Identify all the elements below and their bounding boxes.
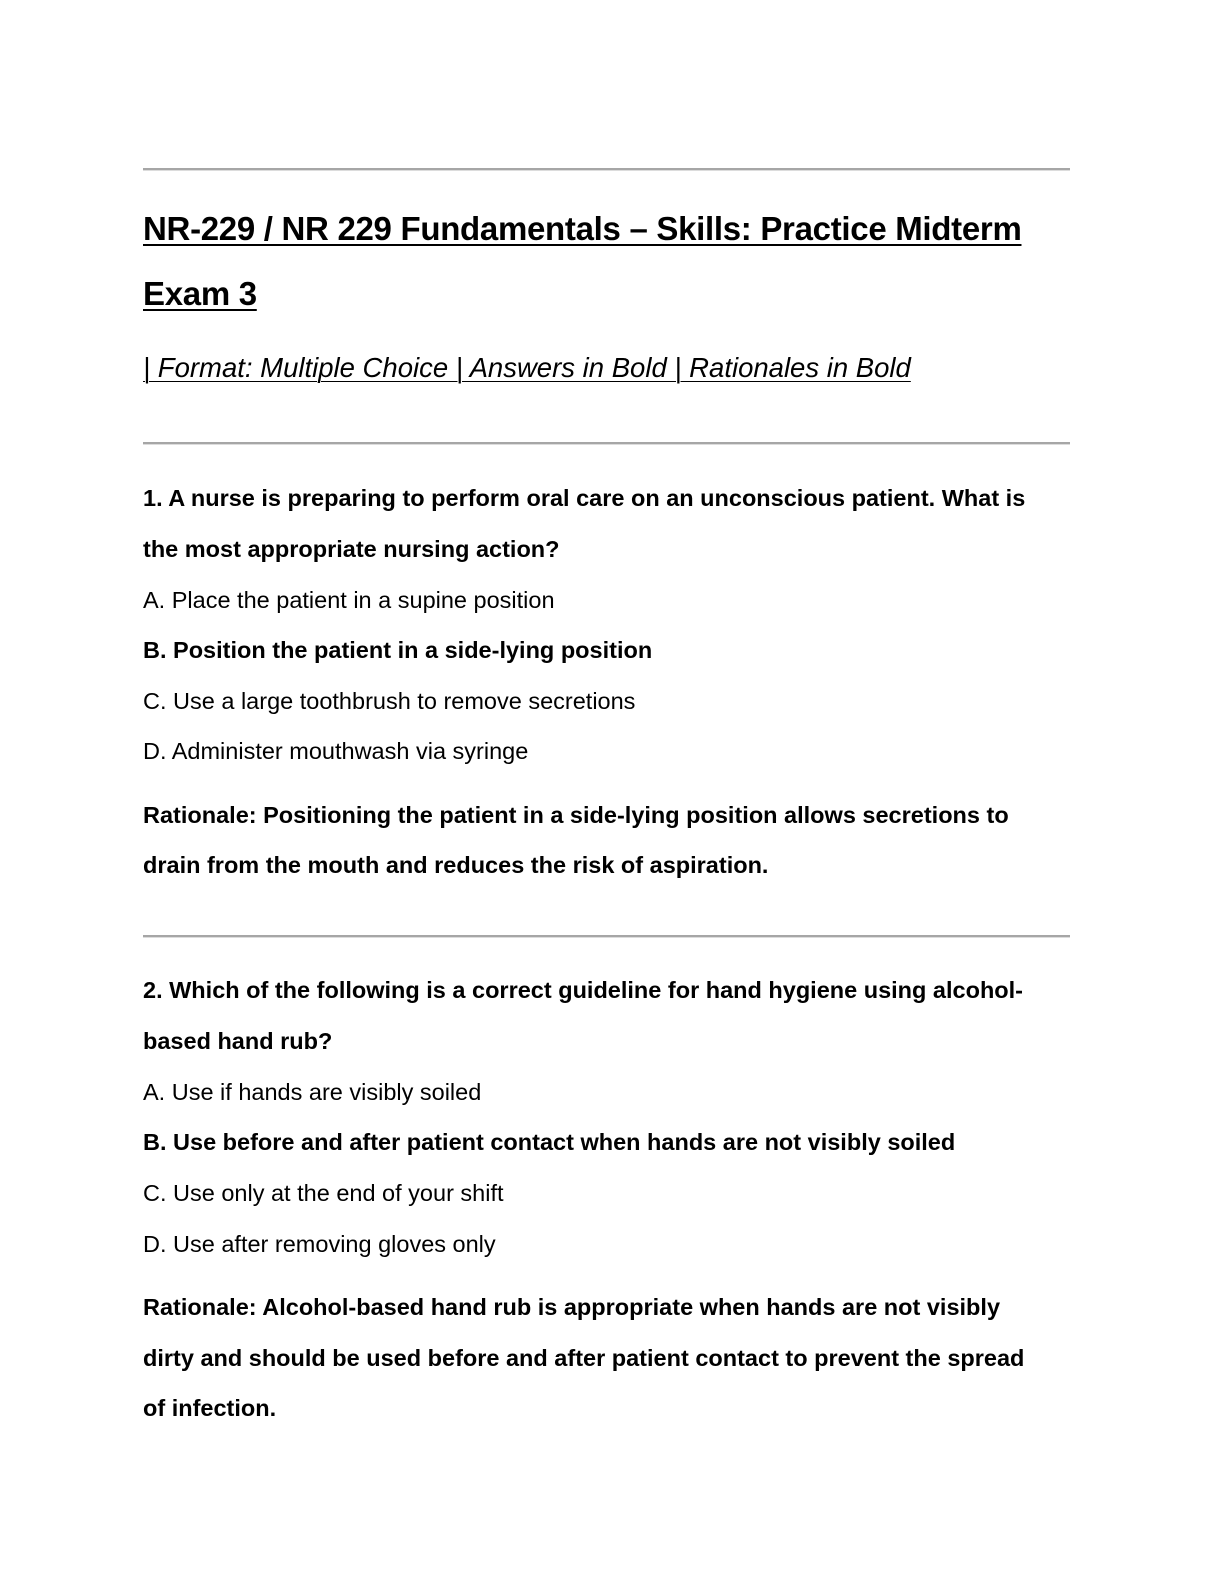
question-2-option-b-correct: B. Use before and after patient contact when hands are not visibly soiled: [143, 1129, 956, 1155]
question-2-stem-line-2: based hand rub?: [143, 1028, 333, 1054]
horizontal-divider: [143, 442, 1070, 445]
question-2-option-c: C. Use only at the end of your shift: [143, 1180, 504, 1206]
question-2-rationale-line-1: Rationale: Alcohol-based hand rub is appropriate when hands are not visibly: [143, 1294, 1001, 1320]
question-1-rationale-line-2: drain from the mouth and reduces the risk of aspiration.: [143, 852, 769, 878]
question-2-option-d: D. Use after removing gloves only: [143, 1231, 496, 1257]
document-subtitle: | Format: Multiple Choice | Answers in Bold | Rationales in Bold: [143, 352, 911, 383]
document-title-line-1: NR-229 / NR 229 Fundamentals – Skills: Practice Midterm: [143, 210, 1022, 247]
horizontal-divider: [143, 935, 1070, 938]
question-1-rationale-line-1: Rationale: Positioning the patient in a side-lying position allows secretions to: [143, 802, 1009, 828]
document-title-line-2: Exam 3: [143, 275, 257, 312]
question-2-rationale-line-2: dirty and should be used before and after patient contact to prevent the spread: [143, 1345, 1025, 1371]
question-2-option-a: A. Use if hands are visibly soiled: [143, 1079, 482, 1105]
question-1-option-d: D. Administer mouthwash via syringe: [143, 738, 529, 764]
question-2-stem-line-1: 2. Which of the following is a correct guideline for hand hygiene using alcohol-: [143, 977, 1024, 1003]
question-1-stem-line-2: the most appropriate nursing action?: [143, 536, 560, 562]
question-1-option-a: A. Place the patient in a supine position: [143, 587, 555, 613]
question-1-stem-line-1: 1. A nurse is preparing to perform oral care on an unconscious patient. What is: [143, 485, 1026, 511]
question-1-option-b-correct: B. Position the patient in a side-lying position: [143, 637, 653, 663]
question-1-option-c: C. Use a large toothbrush to remove secretions: [143, 688, 636, 714]
horizontal-divider: [143, 168, 1070, 171]
question-2-rationale-line-3: of infection.: [143, 1395, 277, 1421]
